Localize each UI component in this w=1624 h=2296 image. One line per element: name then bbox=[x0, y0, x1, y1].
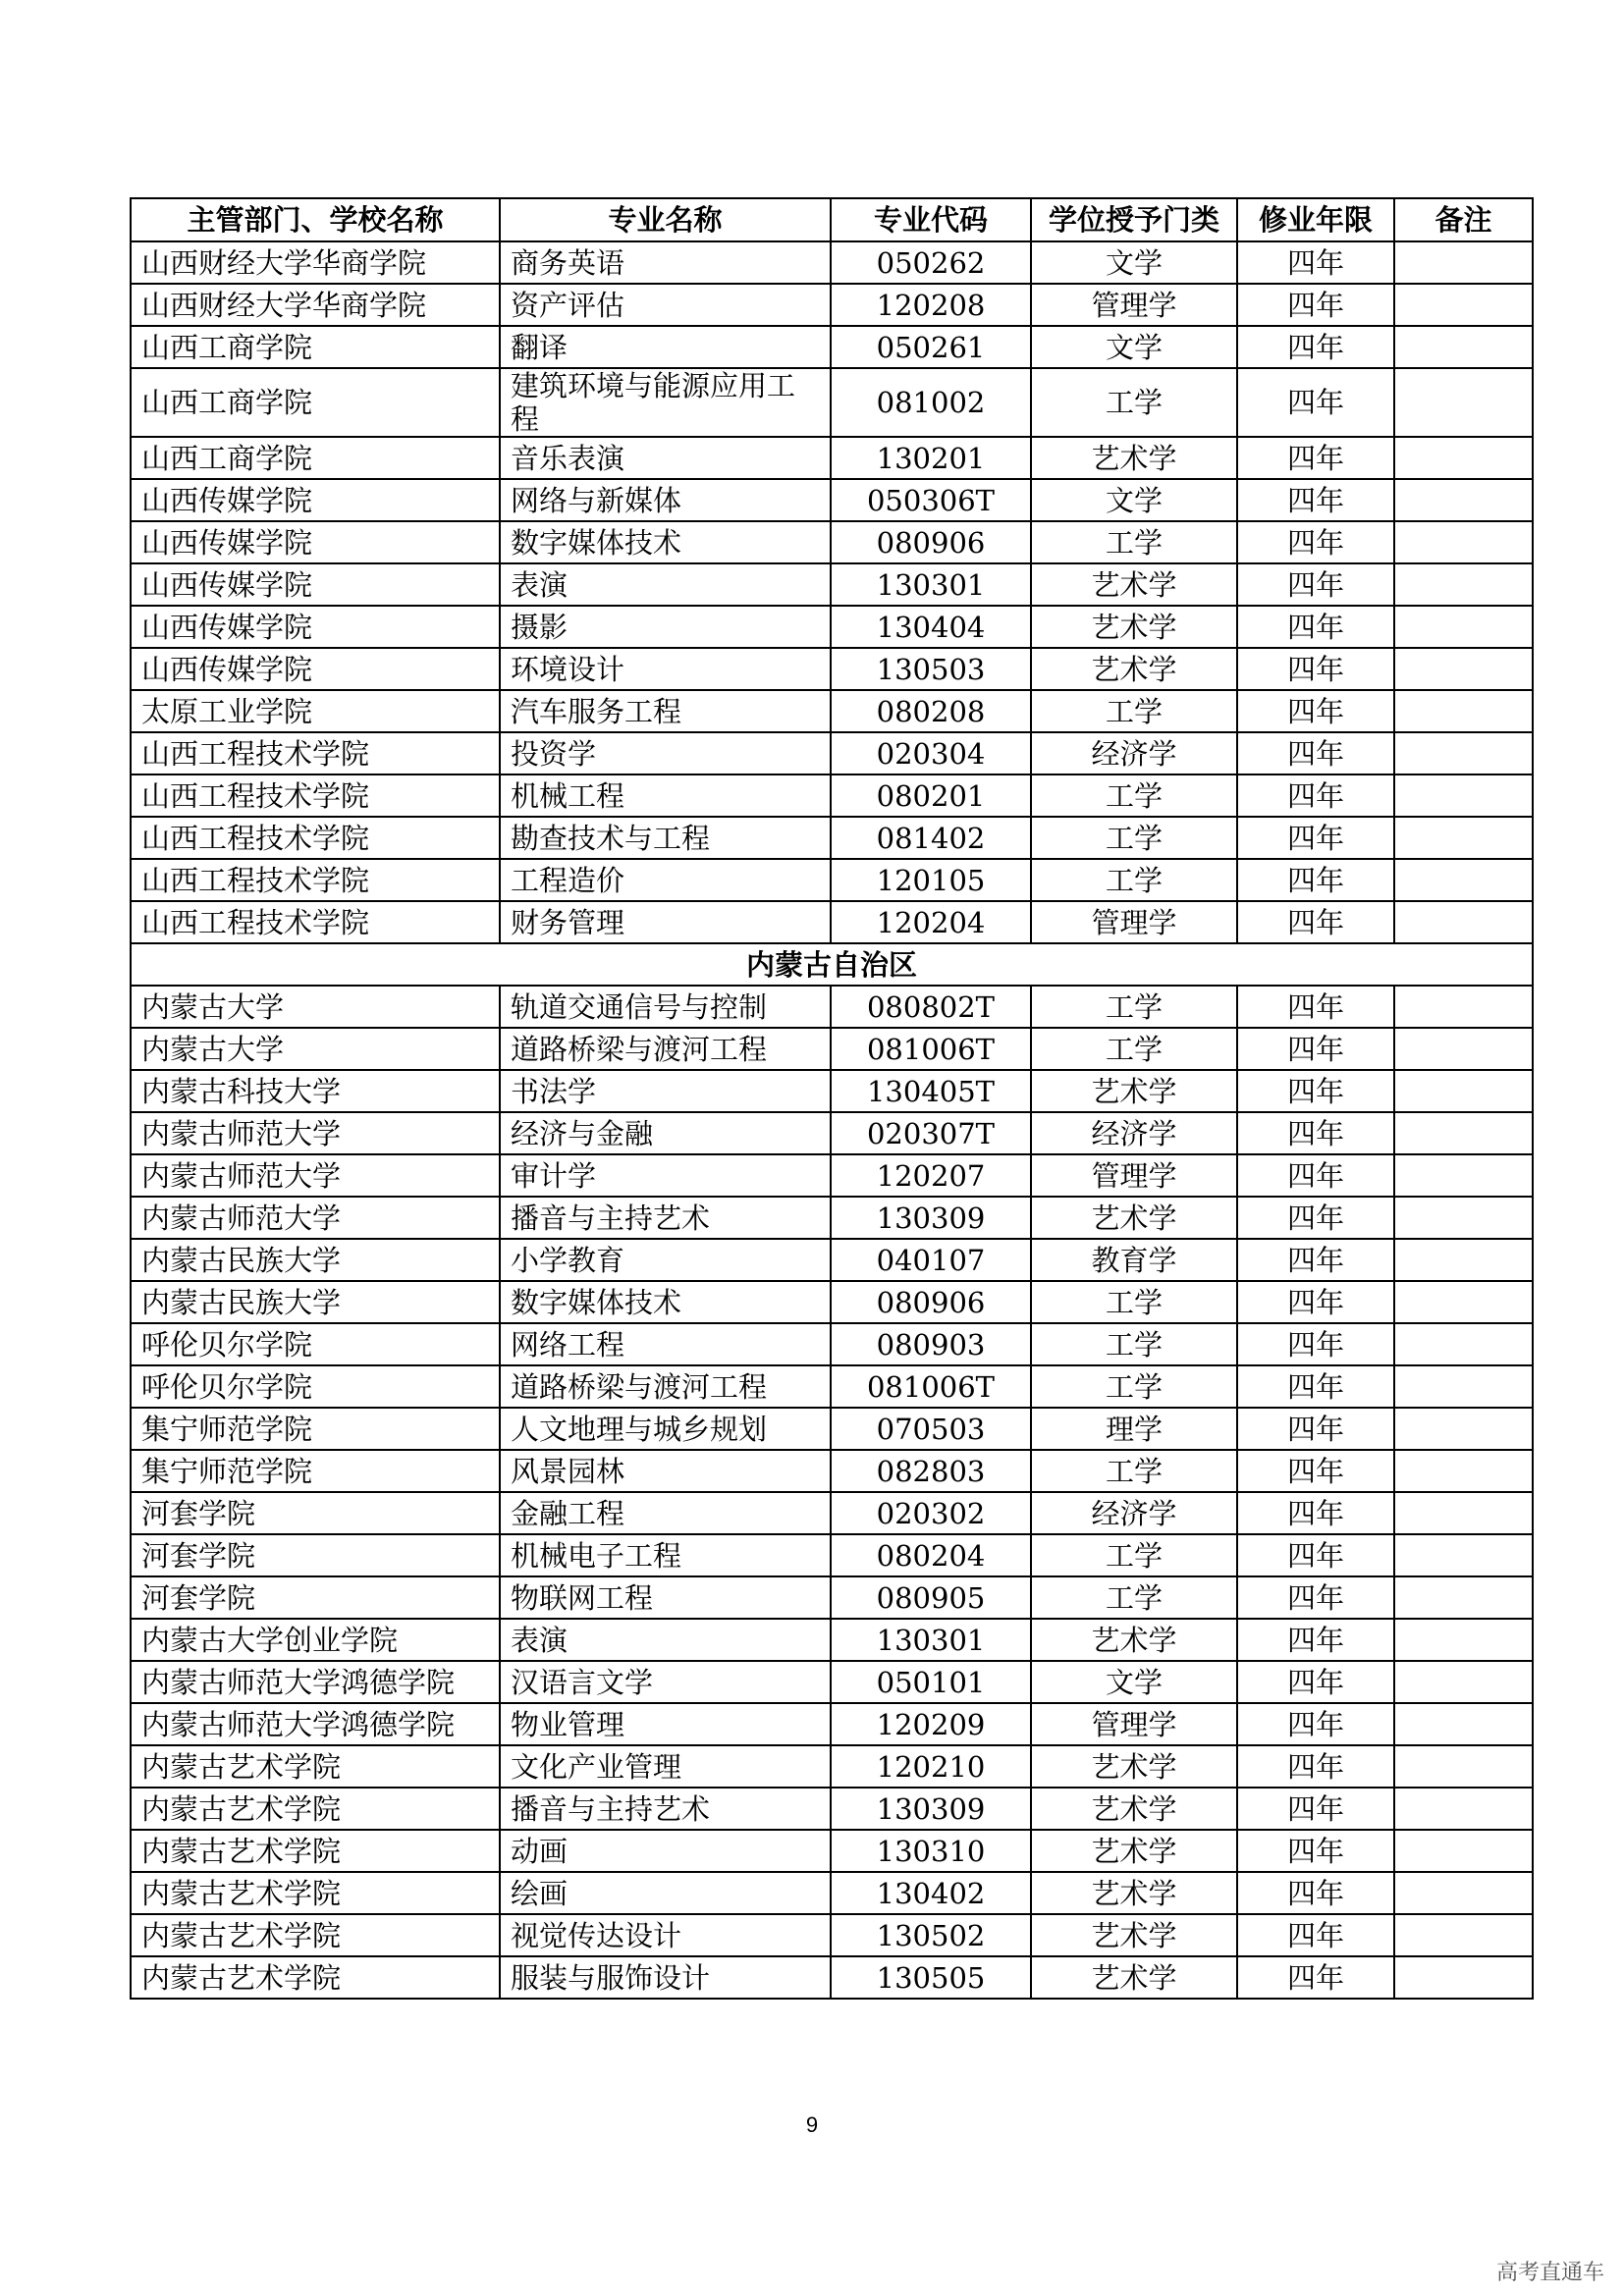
major-cell: 人文地理与城乡规划 bbox=[500, 1408, 831, 1450]
degree-cell: 文学 bbox=[1031, 326, 1237, 368]
years-cell: 四年 bbox=[1237, 1408, 1394, 1450]
major-cell: 书法学 bbox=[500, 1070, 831, 1112]
code-cell: 130505 bbox=[831, 1956, 1031, 1999]
years-cell: 四年 bbox=[1237, 1534, 1394, 1576]
degree-cell: 工学 bbox=[1031, 521, 1237, 563]
note-cell bbox=[1394, 648, 1533, 690]
years-cell: 四年 bbox=[1237, 606, 1394, 648]
major-cell: 视觉传达设计 bbox=[500, 1914, 831, 1956]
major-cell: 商务英语 bbox=[500, 241, 831, 284]
table-row bbox=[131, 1492, 1533, 1534]
degree-cell: 艺术学 bbox=[1031, 1619, 1237, 1661]
major-cell: 数字媒体技术 bbox=[500, 521, 831, 563]
note-cell bbox=[1394, 1914, 1533, 1956]
major-cell: 绘画 bbox=[500, 1872, 831, 1914]
degree-cell: 文学 bbox=[1031, 479, 1237, 521]
major-cell: 审计学 bbox=[500, 1154, 831, 1197]
school-cell: 山西财经大学华商学院 bbox=[131, 284, 500, 326]
school-cell: 河套学院 bbox=[131, 1492, 500, 1534]
note-cell bbox=[1394, 690, 1533, 732]
major-cell: 工程造价 bbox=[500, 859, 831, 901]
code-cell: 130309 bbox=[831, 1788, 1031, 1830]
years-cell: 四年 bbox=[1237, 1365, 1394, 1408]
table-row bbox=[131, 1619, 1533, 1661]
degree-cell: 工学 bbox=[1031, 1028, 1237, 1070]
table-row bbox=[131, 986, 1533, 1028]
years-cell: 四年 bbox=[1237, 479, 1394, 521]
table-body bbox=[131, 241, 1533, 1999]
degree-cell: 工学 bbox=[1031, 1576, 1237, 1619]
years-cell: 四年 bbox=[1237, 1070, 1394, 1112]
major-cell: 环境设计 bbox=[500, 648, 831, 690]
major-cell: 网络工程 bbox=[500, 1323, 831, 1365]
code-cell: 050262 bbox=[831, 241, 1031, 284]
code-cell: 081006T bbox=[831, 1365, 1031, 1408]
degree-cell: 艺术学 bbox=[1031, 1745, 1237, 1788]
years-cell: 四年 bbox=[1237, 1281, 1394, 1323]
years-cell: 四年 bbox=[1237, 437, 1394, 479]
note-cell bbox=[1394, 1028, 1533, 1070]
major-cell: 表演 bbox=[500, 1619, 831, 1661]
school-cell: 山西工商学院 bbox=[131, 368, 500, 437]
years-cell: 四年 bbox=[1237, 368, 1394, 437]
major-cell: 建筑环境与能源应用工程 bbox=[500, 368, 831, 437]
note-cell bbox=[1394, 901, 1533, 943]
header-note: 备注 bbox=[1394, 198, 1533, 241]
note-cell bbox=[1394, 1872, 1533, 1914]
degree-cell: 管理学 bbox=[1031, 1154, 1237, 1197]
note-cell bbox=[1394, 1154, 1533, 1197]
code-cell: 130310 bbox=[831, 1830, 1031, 1872]
table-row bbox=[131, 817, 1533, 859]
school-cell: 内蒙古大学创业学院 bbox=[131, 1619, 500, 1661]
table-row bbox=[131, 1745, 1533, 1788]
major-cell: 汽车服务工程 bbox=[500, 690, 831, 732]
school-cell: 山西工程技术学院 bbox=[131, 732, 500, 774]
major-cell: 表演 bbox=[500, 563, 831, 606]
header-years: 修业年限 bbox=[1237, 198, 1394, 241]
table-row bbox=[131, 1914, 1533, 1956]
table-row bbox=[131, 1281, 1533, 1323]
years-cell: 四年 bbox=[1237, 1112, 1394, 1154]
note-cell bbox=[1394, 241, 1533, 284]
school-cell: 内蒙古师范大学 bbox=[131, 1197, 500, 1239]
years-cell: 四年 bbox=[1237, 1914, 1394, 1956]
years-cell: 四年 bbox=[1237, 563, 1394, 606]
years-cell: 四年 bbox=[1237, 1197, 1394, 1239]
table-row bbox=[131, 732, 1533, 774]
school-cell: 山西工程技术学院 bbox=[131, 774, 500, 817]
degree-cell: 经济学 bbox=[1031, 1492, 1237, 1534]
code-cell: 130502 bbox=[831, 1914, 1031, 1956]
major-cell: 勘查技术与工程 bbox=[500, 817, 831, 859]
major-cell: 服装与服饰设计 bbox=[500, 1956, 831, 1999]
code-cell: 130301 bbox=[831, 563, 1031, 606]
school-cell: 山西传媒学院 bbox=[131, 563, 500, 606]
note-cell bbox=[1394, 1492, 1533, 1534]
major-cell: 物业管理 bbox=[500, 1703, 831, 1745]
page-number: 9 bbox=[805, 2112, 819, 2137]
degree-cell: 艺术学 bbox=[1031, 1872, 1237, 1914]
note-cell bbox=[1394, 1956, 1533, 1999]
school-cell: 山西财经大学华商学院 bbox=[131, 241, 500, 284]
degree-cell: 工学 bbox=[1031, 368, 1237, 437]
note-cell bbox=[1394, 1197, 1533, 1239]
degree-cell: 工学 bbox=[1031, 690, 1237, 732]
table-row bbox=[131, 1830, 1533, 1872]
table-row bbox=[131, 1450, 1533, 1492]
years-cell: 四年 bbox=[1237, 1788, 1394, 1830]
table-row bbox=[131, 1576, 1533, 1619]
code-cell: 050306T bbox=[831, 479, 1031, 521]
major-cell: 风景园林 bbox=[500, 1450, 831, 1492]
code-cell: 120105 bbox=[831, 859, 1031, 901]
table-row bbox=[131, 1956, 1533, 1999]
table-row bbox=[131, 284, 1533, 326]
school-cell: 河套学院 bbox=[131, 1576, 500, 1619]
years-cell: 四年 bbox=[1237, 326, 1394, 368]
major-cell: 摄影 bbox=[500, 606, 831, 648]
years-cell: 四年 bbox=[1237, 1492, 1394, 1534]
table-row bbox=[131, 1154, 1533, 1197]
years-cell: 四年 bbox=[1237, 1028, 1394, 1070]
note-cell bbox=[1394, 859, 1533, 901]
school-cell: 内蒙古师范大学鸿德学院 bbox=[131, 1703, 500, 1745]
table-row bbox=[131, 774, 1533, 817]
years-cell: 四年 bbox=[1237, 1956, 1394, 1999]
code-cell: 080903 bbox=[831, 1323, 1031, 1365]
note-cell bbox=[1394, 774, 1533, 817]
note-cell bbox=[1394, 1112, 1533, 1154]
school-cell: 内蒙古科技大学 bbox=[131, 1070, 500, 1112]
degree-cell: 管理学 bbox=[1031, 1703, 1237, 1745]
school-cell: 太原工业学院 bbox=[131, 690, 500, 732]
code-cell: 130405T bbox=[831, 1070, 1031, 1112]
code-cell: 130309 bbox=[831, 1197, 1031, 1239]
degree-cell: 工学 bbox=[1031, 1534, 1237, 1576]
major-cell: 道路桥梁与渡河工程 bbox=[500, 1365, 831, 1408]
note-cell bbox=[1394, 563, 1533, 606]
years-cell: 四年 bbox=[1237, 1154, 1394, 1197]
note-cell bbox=[1394, 606, 1533, 648]
table-row bbox=[131, 1534, 1533, 1576]
degree-cell: 教育学 bbox=[1031, 1239, 1237, 1281]
major-cell: 道路桥梁与渡河工程 bbox=[500, 1028, 831, 1070]
major-cell: 小学教育 bbox=[500, 1239, 831, 1281]
table-row bbox=[131, 521, 1533, 563]
school-cell: 山西工商学院 bbox=[131, 326, 500, 368]
note-cell bbox=[1394, 1281, 1533, 1323]
code-cell: 080204 bbox=[831, 1534, 1031, 1576]
years-cell: 四年 bbox=[1237, 284, 1394, 326]
school-cell: 呼伦贝尔学院 bbox=[131, 1365, 500, 1408]
code-cell: 070503 bbox=[831, 1408, 1031, 1450]
major-cell: 网络与新媒体 bbox=[500, 479, 831, 521]
years-cell: 四年 bbox=[1237, 732, 1394, 774]
note-cell bbox=[1394, 1661, 1533, 1703]
note-cell bbox=[1394, 1745, 1533, 1788]
degree-cell: 工学 bbox=[1031, 1365, 1237, 1408]
code-cell: 020302 bbox=[831, 1492, 1031, 1534]
school-cell: 集宁师范学院 bbox=[131, 1408, 500, 1450]
table-row bbox=[131, 241, 1533, 284]
table-header-row bbox=[131, 198, 1533, 241]
major-cell: 播音与主持艺术 bbox=[500, 1197, 831, 1239]
code-cell: 120210 bbox=[831, 1745, 1031, 1788]
degree-cell: 工学 bbox=[1031, 986, 1237, 1028]
code-cell: 050261 bbox=[831, 326, 1031, 368]
school-cell: 山西工商学院 bbox=[131, 437, 500, 479]
years-cell: 四年 bbox=[1237, 1450, 1394, 1492]
code-cell: 080201 bbox=[831, 774, 1031, 817]
major-cell: 翻译 bbox=[500, 326, 831, 368]
note-cell bbox=[1394, 368, 1533, 437]
degree-cell: 工学 bbox=[1031, 1323, 1237, 1365]
code-cell: 020307T bbox=[831, 1112, 1031, 1154]
degree-cell: 艺术学 bbox=[1031, 606, 1237, 648]
years-cell: 四年 bbox=[1237, 859, 1394, 901]
school-cell: 内蒙古大学 bbox=[131, 986, 500, 1028]
table-row bbox=[131, 1365, 1533, 1408]
years-cell: 四年 bbox=[1237, 1239, 1394, 1281]
major-cell: 轨道交通信号与控制 bbox=[500, 986, 831, 1028]
years-cell: 四年 bbox=[1237, 690, 1394, 732]
note-cell bbox=[1394, 479, 1533, 521]
major-cell: 文化产业管理 bbox=[500, 1745, 831, 1788]
table-row bbox=[131, 859, 1533, 901]
major-cell: 机械电子工程 bbox=[500, 1534, 831, 1576]
degree-cell: 艺术学 bbox=[1031, 1788, 1237, 1830]
note-cell bbox=[1394, 1450, 1533, 1492]
years-cell: 四年 bbox=[1237, 817, 1394, 859]
note-cell bbox=[1394, 1703, 1533, 1745]
code-cell: 080802T bbox=[831, 986, 1031, 1028]
code-cell: 040107 bbox=[831, 1239, 1031, 1281]
school-cell: 山西工程技术学院 bbox=[131, 859, 500, 901]
note-cell bbox=[1394, 1365, 1533, 1408]
school-cell: 内蒙古艺术学院 bbox=[131, 1956, 500, 1999]
years-cell: 四年 bbox=[1237, 241, 1394, 284]
table-row bbox=[131, 1661, 1533, 1703]
code-cell: 080208 bbox=[831, 690, 1031, 732]
table-row bbox=[131, 563, 1533, 606]
note-cell bbox=[1394, 1830, 1533, 1872]
school-cell: 内蒙古师范大学 bbox=[131, 1154, 500, 1197]
table-row bbox=[131, 1028, 1533, 1070]
years-cell: 四年 bbox=[1237, 1830, 1394, 1872]
degree-cell: 艺术学 bbox=[1031, 1830, 1237, 1872]
header-code: 专业代码 bbox=[831, 198, 1031, 241]
school-cell: 内蒙古师范大学 bbox=[131, 1112, 500, 1154]
degree-cell: 艺术学 bbox=[1031, 437, 1237, 479]
years-cell: 四年 bbox=[1237, 1703, 1394, 1745]
code-cell: 130301 bbox=[831, 1619, 1031, 1661]
school-cell: 山西传媒学院 bbox=[131, 606, 500, 648]
degree-cell: 艺术学 bbox=[1031, 648, 1237, 690]
table-row bbox=[131, 1703, 1533, 1745]
degree-cell: 经济学 bbox=[1031, 732, 1237, 774]
major-cell: 物联网工程 bbox=[500, 1576, 831, 1619]
major-cell: 音乐表演 bbox=[500, 437, 831, 479]
degree-cell: 艺术学 bbox=[1031, 1914, 1237, 1956]
school-cell: 呼伦贝尔学院 bbox=[131, 1323, 500, 1365]
table-row bbox=[131, 1323, 1533, 1365]
code-cell: 130402 bbox=[831, 1872, 1031, 1914]
school-cell: 山西传媒学院 bbox=[131, 479, 500, 521]
code-cell: 080905 bbox=[831, 1576, 1031, 1619]
note-cell bbox=[1394, 1788, 1533, 1830]
major-cell: 数字媒体技术 bbox=[500, 1281, 831, 1323]
note-cell bbox=[1394, 284, 1533, 326]
note-cell bbox=[1394, 1323, 1533, 1365]
code-cell: 130201 bbox=[831, 437, 1031, 479]
degree-cell: 理学 bbox=[1031, 1408, 1237, 1450]
code-cell: 081002 bbox=[831, 368, 1031, 437]
note-cell bbox=[1394, 1576, 1533, 1619]
school-cell: 内蒙古大学 bbox=[131, 1028, 500, 1070]
years-cell: 四年 bbox=[1237, 1745, 1394, 1788]
code-cell: 082803 bbox=[831, 1450, 1031, 1492]
code-cell: 120204 bbox=[831, 901, 1031, 943]
degree-cell: 工学 bbox=[1031, 774, 1237, 817]
years-cell: 四年 bbox=[1237, 1619, 1394, 1661]
code-cell: 080906 bbox=[831, 521, 1031, 563]
header-degree: 学位授予门类 bbox=[1031, 198, 1237, 241]
table-row bbox=[131, 1872, 1533, 1914]
years-cell: 四年 bbox=[1237, 1661, 1394, 1703]
region-header-row bbox=[131, 943, 1533, 986]
degree-cell: 艺术学 bbox=[1031, 563, 1237, 606]
major-cell: 播音与主持艺术 bbox=[500, 1788, 831, 1830]
table-row bbox=[131, 437, 1533, 479]
major-cell: 汉语言文学 bbox=[500, 1661, 831, 1703]
table-row bbox=[131, 606, 1533, 648]
table-row bbox=[131, 648, 1533, 690]
code-cell: 081402 bbox=[831, 817, 1031, 859]
degree-cell: 管理学 bbox=[1031, 284, 1237, 326]
school-cell: 集宁师范学院 bbox=[131, 1450, 500, 1492]
note-cell bbox=[1394, 1619, 1533, 1661]
major-table bbox=[130, 197, 1534, 2000]
table-row bbox=[131, 479, 1533, 521]
school-cell: 山西传媒学院 bbox=[131, 648, 500, 690]
degree-cell: 艺术学 bbox=[1031, 1956, 1237, 1999]
code-cell: 050101 bbox=[831, 1661, 1031, 1703]
table-row bbox=[131, 326, 1533, 368]
school-cell: 河套学院 bbox=[131, 1534, 500, 1576]
code-cell: 080906 bbox=[831, 1281, 1031, 1323]
degree-cell: 艺术学 bbox=[1031, 1070, 1237, 1112]
school-cell: 山西传媒学院 bbox=[131, 521, 500, 563]
table-row bbox=[131, 368, 1533, 437]
table-row bbox=[131, 1197, 1533, 1239]
code-cell: 120209 bbox=[831, 1703, 1031, 1745]
school-cell: 内蒙古艺术学院 bbox=[131, 1745, 500, 1788]
major-cell: 财务管理 bbox=[500, 901, 831, 943]
note-cell bbox=[1394, 1239, 1533, 1281]
code-cell: 120207 bbox=[831, 1154, 1031, 1197]
watermark-text: 高考直通车 bbox=[1495, 2261, 1604, 2285]
table-row bbox=[131, 690, 1533, 732]
years-cell: 四年 bbox=[1237, 648, 1394, 690]
degree-cell: 工学 bbox=[1031, 1450, 1237, 1492]
major-cell: 金融工程 bbox=[500, 1492, 831, 1534]
school-cell: 山西工程技术学院 bbox=[131, 901, 500, 943]
table-row bbox=[131, 1112, 1533, 1154]
major-cell: 经济与金融 bbox=[500, 1112, 831, 1154]
years-cell: 四年 bbox=[1237, 901, 1394, 943]
major-cell: 动画 bbox=[500, 1830, 831, 1872]
degree-cell: 工学 bbox=[1031, 859, 1237, 901]
region-title: 内蒙古自治区 bbox=[131, 943, 1533, 986]
table-row bbox=[131, 1788, 1533, 1830]
code-cell: 130404 bbox=[831, 606, 1031, 648]
school-cell: 内蒙古民族大学 bbox=[131, 1281, 500, 1323]
degree-cell: 艺术学 bbox=[1031, 1197, 1237, 1239]
note-cell bbox=[1394, 1408, 1533, 1450]
note-cell bbox=[1394, 521, 1533, 563]
table-row bbox=[131, 1239, 1533, 1281]
years-cell: 四年 bbox=[1237, 986, 1394, 1028]
school-cell: 内蒙古民族大学 bbox=[131, 1239, 500, 1281]
school-cell: 内蒙古艺术学院 bbox=[131, 1830, 500, 1872]
years-cell: 四年 bbox=[1237, 1872, 1394, 1914]
note-cell bbox=[1394, 817, 1533, 859]
major-cell: 投资学 bbox=[500, 732, 831, 774]
note-cell bbox=[1394, 732, 1533, 774]
school-cell: 内蒙古艺术学院 bbox=[131, 1872, 500, 1914]
table-row bbox=[131, 1408, 1533, 1450]
years-cell: 四年 bbox=[1237, 774, 1394, 817]
code-cell: 020304 bbox=[831, 732, 1031, 774]
years-cell: 四年 bbox=[1237, 521, 1394, 563]
degree-cell: 文学 bbox=[1031, 1661, 1237, 1703]
years-cell: 四年 bbox=[1237, 1323, 1394, 1365]
note-cell bbox=[1394, 986, 1533, 1028]
table-row bbox=[131, 1070, 1533, 1112]
school-cell: 山西工程技术学院 bbox=[131, 817, 500, 859]
school-cell: 内蒙古师范大学鸿德学院 bbox=[131, 1661, 500, 1703]
years-cell: 四年 bbox=[1237, 1576, 1394, 1619]
major-cell: 资产评估 bbox=[500, 284, 831, 326]
header-major: 专业名称 bbox=[500, 198, 831, 241]
header-school: 主管部门、学校名称 bbox=[131, 198, 500, 241]
code-cell: 120208 bbox=[831, 284, 1031, 326]
degree-cell: 经济学 bbox=[1031, 1112, 1237, 1154]
note-cell bbox=[1394, 326, 1533, 368]
school-cell: 内蒙古艺术学院 bbox=[131, 1914, 500, 1956]
code-cell: 081006T bbox=[831, 1028, 1031, 1070]
note-cell bbox=[1394, 1534, 1533, 1576]
note-cell bbox=[1394, 1070, 1533, 1112]
school-cell: 内蒙古艺术学院 bbox=[131, 1788, 500, 1830]
degree-cell: 工学 bbox=[1031, 1281, 1237, 1323]
code-cell: 130503 bbox=[831, 648, 1031, 690]
degree-cell: 工学 bbox=[1031, 817, 1237, 859]
degree-cell: 管理学 bbox=[1031, 901, 1237, 943]
table-row bbox=[131, 901, 1533, 943]
degree-cell: 文学 bbox=[1031, 241, 1237, 284]
note-cell bbox=[1394, 437, 1533, 479]
major-cell: 机械工程 bbox=[500, 774, 831, 817]
